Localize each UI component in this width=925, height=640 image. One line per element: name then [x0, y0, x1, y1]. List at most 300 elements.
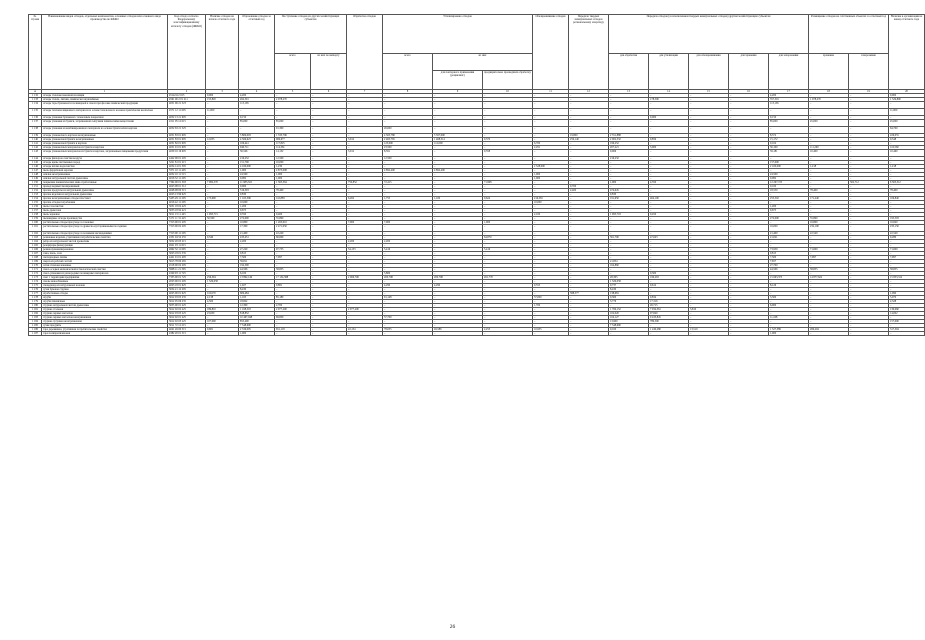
value-cell: 5 809,003	[239, 134, 275, 138]
value-cell: –	[649, 157, 689, 161]
fkko-code-cell: 3011 13 11 425	[168, 213, 206, 217]
fkko-code-cell: 45142112 615	[168, 94, 206, 98]
value-cell: –	[311, 244, 347, 248]
value-cell: 357,501	[769, 98, 809, 102]
value-cell: –	[433, 116, 483, 120]
fkko-code-cell: 4052 10 11 515	[168, 173, 206, 177]
value-cell: 58,855	[275, 268, 311, 272]
value-cell: –	[809, 252, 849, 256]
value-cell: 19,800	[569, 134, 609, 138]
value-cell: –	[729, 296, 769, 300]
value-cell: –	[729, 324, 769, 328]
value-cell: –	[311, 312, 347, 316]
value-cell: –	[849, 256, 889, 260]
value-cell: –	[649, 232, 689, 236]
value-cell: –	[729, 127, 769, 134]
value-cell: –	[809, 201, 849, 205]
value-cell: 26,600	[383, 127, 433, 134]
value-cell: 4,290	[383, 284, 433, 288]
value-cell: 17,316	[649, 300, 689, 304]
row-number-cell: 1 180	[29, 304, 42, 308]
value-cell: 16,800	[809, 221, 849, 225]
waste-name-cell: стружка стальная	[42, 308, 168, 312]
value-cell: –	[275, 244, 311, 248]
value-cell: –	[533, 138, 569, 142]
value-cell: –	[849, 177, 889, 181]
value-cell: 0,700	[569, 185, 609, 189]
value-cell: –	[649, 193, 689, 197]
value-cell: –	[809, 324, 849, 328]
value-cell: 7 548,600	[239, 324, 275, 328]
value-cell: 30,100	[769, 146, 809, 150]
value-cell: –	[383, 244, 433, 248]
value-cell: 3,912	[347, 138, 383, 142]
value-cell: –	[889, 272, 925, 276]
value-cell: –	[769, 288, 809, 292]
value-cell: –	[809, 161, 849, 165]
value-cell: –	[533, 312, 569, 316]
waste-name-cell: растительные отходы при уходе за зелеными насаждениями	[42, 232, 168, 236]
value-cell: –	[609, 248, 649, 252]
value-cell: 78,400	[809, 189, 849, 193]
value-cell: –	[849, 165, 889, 169]
col-header-start-balance: Наличие отходов на начало отчетного года	[206, 15, 239, 90]
value-cell: 1,000	[275, 173, 311, 177]
value-cell: –	[769, 280, 809, 284]
value-cell: –	[809, 244, 849, 248]
value-cell: 192,500	[239, 264, 275, 268]
value-cell: 7,657	[769, 260, 809, 264]
value-cell: –	[849, 296, 889, 300]
value-cell: –	[729, 197, 769, 201]
value-cell: –	[311, 332, 347, 336]
value-cell: 269,204	[809, 328, 849, 332]
value-cell: 216,581	[533, 197, 569, 201]
value-cell: –	[689, 197, 729, 201]
fkko-code-cell: 3612 03 05 225	[168, 312, 206, 316]
value-cell: –	[206, 193, 239, 197]
value-cell: –	[433, 300, 483, 304]
value-cell: –	[729, 256, 769, 260]
value-cell: –	[689, 256, 729, 260]
value-cell: –	[206, 304, 239, 308]
value-cell: –	[729, 300, 769, 304]
row-number-cell: 1 173	[29, 276, 42, 280]
value-cell: –	[849, 308, 889, 312]
fkko-code-cell: 3031 18 02 425	[168, 205, 206, 209]
value-cell: 110,883	[275, 197, 311, 201]
value-cell: –	[383, 324, 433, 328]
value-cell: 7 548,600	[609, 324, 649, 328]
value-cell: 491,770	[483, 276, 533, 280]
value-cell: 4 566,623	[239, 138, 275, 142]
value-cell: 199,263	[649, 276, 689, 280]
value-cell: –	[849, 209, 889, 213]
value-cell: 21,400	[769, 232, 809, 236]
value-cell: 2 528,000	[533, 165, 569, 169]
value-cell: 3,776	[609, 300, 649, 304]
value-cell: –	[889, 142, 925, 146]
value-cell: –	[769, 300, 809, 304]
value-cell: –	[569, 94, 609, 98]
value-cell: –	[347, 312, 383, 316]
value-cell: –	[347, 201, 383, 205]
value-cell: 9,150	[239, 116, 275, 120]
value-cell: –	[347, 189, 383, 193]
value-cell: 2,700	[275, 304, 311, 308]
fkko-code-cell: 3612 02 02 225	[168, 308, 206, 312]
value-cell: 195,593	[889, 217, 925, 221]
value-cell: –	[206, 248, 239, 252]
value-cell: 11,000	[206, 109, 239, 116]
value-cell: –	[433, 189, 483, 193]
value-cell: 10,000	[239, 201, 275, 205]
value-cell: –	[689, 284, 729, 288]
value-cell: –	[311, 109, 347, 116]
value-cell: –	[347, 316, 383, 320]
value-cell: –	[729, 138, 769, 142]
value-cell: –	[206, 120, 239, 127]
value-cell: –	[433, 94, 483, 98]
value-cell: 474,645	[609, 189, 649, 193]
value-cell: –	[483, 332, 533, 336]
value-cell: –	[483, 98, 533, 102]
col-header-transfer-neutralization: для обезвреживания	[689, 54, 729, 90]
waste-name-cell: прочие изделия из натуральной древесины	[42, 193, 168, 197]
value-cell: 10,935	[533, 328, 569, 332]
waste-name-cell: пыль ферритовой окраски	[42, 169, 168, 173]
value-cell: –	[206, 332, 239, 336]
value-cell: –	[275, 205, 311, 209]
value-cell: –	[311, 280, 347, 284]
value-cell: –	[206, 264, 239, 268]
value-cell: –	[311, 193, 347, 197]
value-cell: 0,300	[649, 272, 689, 276]
value-cell: –	[383, 252, 433, 256]
value-cell: –	[809, 236, 849, 240]
waste-name-cell: прочие отходы потребления	[42, 201, 168, 205]
value-cell: 10 467,048	[239, 316, 275, 320]
value-cell: 18,550	[769, 189, 809, 193]
value-cell: –	[533, 268, 569, 272]
fkko-code-cell: 4921 03 11 615	[168, 244, 206, 248]
waste-name-cell: отходы упаковочной бумаги незагрязненные	[42, 138, 168, 142]
row-number-cell: 1 175	[29, 284, 42, 288]
value-cell: 3,300	[769, 296, 809, 300]
row-number-cell: 1 139	[29, 134, 42, 138]
value-cell: –	[206, 185, 239, 189]
value-cell: –	[347, 205, 383, 209]
value-cell: –	[206, 165, 239, 169]
value-cell: 117,825	[275, 142, 311, 146]
value-cell: –	[433, 127, 483, 134]
value-cell: 54,153	[347, 248, 383, 252]
value-cell: –	[206, 116, 239, 120]
row-number-cell: 1 146	[29, 165, 42, 169]
value-cell: 107,000	[206, 320, 239, 324]
value-cell: –	[649, 240, 689, 244]
row-number-cell: 1 178	[29, 296, 42, 300]
value-cell: 1 240,280	[649, 328, 689, 332]
value-cell: –	[433, 201, 483, 205]
value-cell: –	[889, 332, 925, 336]
value-cell: 588,577	[569, 292, 609, 296]
value-cell: –	[889, 284, 925, 288]
value-cell: 39,811	[239, 260, 275, 264]
fkko-code-cell: 4382 20 01 515	[168, 332, 206, 336]
value-cell: 72,415	[383, 181, 433, 185]
value-cell: –	[206, 256, 239, 260]
value-cell: –	[239, 244, 275, 248]
value-cell: –	[689, 244, 729, 248]
value-cell: –	[609, 205, 649, 209]
waste-name-cell: отходы упаковки из бумаги, загрязненной сыпучими химическими веществами	[42, 120, 168, 127]
col-header-preprocessed: предварительно прошедших обработку	[483, 71, 533, 90]
value-cell: 4 565,780	[383, 134, 433, 138]
waste-name-cell: смесь осадков механической и биологической очистки	[42, 268, 168, 272]
value-cell: 1,200	[239, 205, 275, 209]
value-cell: –	[483, 120, 533, 127]
table-row	[29, 150, 925, 157]
value-cell: –	[347, 127, 383, 134]
value-cell: –	[689, 181, 729, 185]
value-cell: –	[533, 109, 569, 116]
fkko-code-cell: 4059 16 16 605	[168, 150, 206, 157]
value-cell: –	[433, 240, 483, 244]
value-cell: –	[483, 161, 533, 165]
value-cell: –	[809, 177, 849, 181]
fkko-code-cell: 3613 78 00 265	[168, 260, 206, 264]
value-cell: 1 165,396	[239, 197, 275, 201]
value-cell: –	[889, 169, 925, 173]
value-cell: –	[433, 324, 483, 328]
waste-name-cell: стружка черных металлов	[42, 312, 168, 316]
value-cell: –	[569, 205, 609, 209]
value-cell: –	[569, 288, 609, 292]
value-cell: 164,860	[609, 264, 649, 268]
row-number-cell: 1 137	[29, 120, 42, 127]
value-cell: –	[809, 288, 849, 292]
fkko-code-cell: 4051 96 21 523	[168, 102, 206, 109]
value-cell: –	[533, 116, 569, 120]
row-number-cell: 1 182	[29, 312, 42, 316]
value-cell: –	[809, 169, 849, 173]
column-number: 4	[239, 90, 275, 94]
value-cell: –	[729, 328, 769, 332]
value-cell: –	[311, 296, 347, 300]
value-cell: –	[889, 193, 925, 197]
value-cell: 1,000	[609, 181, 649, 185]
value-cell: –	[649, 288, 689, 292]
value-cell: –	[849, 201, 889, 205]
value-cell: 2 078,270	[275, 98, 311, 102]
row-number-cell: 1 157	[29, 209, 42, 213]
value-cell: –	[849, 161, 889, 165]
value-cell: –	[649, 150, 689, 157]
value-cell: –	[689, 296, 729, 300]
value-cell: –	[483, 173, 533, 177]
fkko-code-cell: 4422 06 01 205	[168, 157, 206, 161]
value-cell: 464,100	[649, 197, 689, 201]
value-cell: –	[689, 173, 729, 177]
value-cell: –	[347, 232, 383, 236]
value-cell: –	[609, 161, 649, 165]
value-cell: 267,221	[609, 146, 649, 150]
value-cell: –	[383, 205, 433, 209]
value-cell: –	[311, 236, 347, 240]
value-cell: –	[769, 324, 809, 328]
value-cell: 85,000	[769, 120, 809, 127]
value-cell: –	[649, 201, 689, 205]
value-cell: 71,600	[889, 248, 925, 252]
value-cell: 2 977,200	[347, 308, 383, 312]
value-cell: –	[206, 173, 239, 177]
value-cell: 1 527,389	[769, 328, 809, 332]
value-cell: –	[275, 209, 311, 213]
value-cell: –	[609, 94, 649, 98]
value-cell: –	[609, 169, 649, 173]
value-cell: –	[809, 300, 849, 304]
value-cell: –	[533, 120, 569, 127]
value-cell: –	[849, 332, 889, 336]
value-cell: –	[533, 181, 569, 185]
fkko-code-cell: 4016 52 11 205	[168, 177, 206, 181]
value-cell: –	[311, 272, 347, 276]
row-number-cell: 1 156	[29, 205, 42, 209]
value-cell: 10,400	[809, 150, 849, 157]
value-cell: 113,165	[769, 102, 809, 109]
value-cell: 91,300	[275, 127, 311, 134]
waste-name-cell: ребра из натуральной чистой древесины	[42, 240, 168, 244]
value-cell: 1,000	[533, 173, 569, 177]
value-cell: 3,810	[689, 308, 729, 312]
value-cell: –	[849, 320, 889, 324]
value-cell: –	[533, 134, 569, 138]
table-row	[29, 109, 925, 116]
column-number: 10	[483, 90, 533, 94]
value-cell: –	[849, 288, 889, 292]
value-cell: 157,000	[769, 161, 809, 165]
value-cell: 37,000	[533, 296, 569, 300]
value-cell: –	[533, 205, 569, 209]
value-cell: 0,624	[483, 197, 533, 201]
value-cell: –	[433, 320, 483, 324]
value-cell: 102,020	[609, 312, 649, 316]
value-cell: –	[689, 102, 729, 109]
value-cell: 5,416	[383, 248, 433, 252]
row-number-cell: 1 187	[29, 332, 42, 336]
fkko-code-cell: 3612 02 03 225	[168, 320, 206, 324]
value-cell: –	[383, 320, 433, 324]
value-cell: 15 853,312	[889, 276, 925, 280]
value-cell: –	[275, 332, 311, 336]
value-cell: –	[849, 116, 889, 120]
fkko-code-cell: 7364 00 01 393	[168, 181, 206, 185]
value-cell: 138,681	[609, 292, 649, 296]
waste-name-cell: отходы упаковочных материалов из бумаги и картона	[42, 146, 168, 150]
value-cell: –	[689, 236, 729, 240]
value-cell: –	[347, 157, 383, 161]
value-cell: 24,500	[769, 173, 809, 177]
column-number: 7	[347, 90, 383, 94]
value-cell: –	[809, 109, 849, 116]
value-cell: 4 892,400	[433, 169, 483, 173]
value-cell: –	[889, 280, 925, 284]
value-cell: 855,400	[239, 320, 275, 324]
value-cell: –	[483, 127, 533, 134]
value-cell: –	[609, 109, 649, 116]
value-cell: –	[347, 120, 383, 127]
value-cell: –	[569, 316, 609, 320]
value-cell: –	[729, 181, 769, 185]
value-cell: –	[809, 296, 849, 300]
value-cell: –	[649, 324, 689, 328]
value-cell: 433,451	[239, 236, 275, 240]
table-row	[29, 120, 925, 127]
value-cell: –	[533, 240, 569, 244]
value-cell: –	[689, 165, 729, 169]
value-cell: –	[729, 142, 769, 146]
value-cell: –	[347, 161, 383, 165]
value-cell: 272,000	[239, 217, 275, 221]
fkko-code-cell: 3371 10 11 495	[168, 169, 206, 173]
value-cell: 0,675	[239, 209, 275, 213]
value-cell: –	[311, 120, 347, 127]
value-cell: –	[569, 165, 609, 169]
value-cell: –	[849, 127, 889, 134]
value-cell: 112,000	[433, 142, 483, 146]
value-cell: –	[849, 102, 889, 109]
value-cell: 200,798	[383, 276, 433, 280]
value-cell: –	[689, 142, 729, 146]
fkko-code-cell: 4051 83 01 605	[168, 134, 206, 138]
value-cell: –	[433, 98, 483, 102]
value-cell: –	[433, 288, 483, 292]
value-cell: –	[483, 264, 533, 268]
value-cell: 7,997	[275, 256, 311, 260]
value-cell: –	[206, 157, 239, 161]
waste-name-cell: отходы упаковочной бумаги и картона	[42, 142, 168, 146]
value-cell: 1 263,010	[275, 221, 311, 225]
value-cell: 0,100	[769, 185, 809, 189]
value-cell: –	[433, 173, 483, 177]
value-cell: –	[689, 185, 729, 189]
value-cell: 178,500	[649, 98, 689, 102]
value-cell: –	[433, 185, 483, 189]
value-cell: 104,127	[609, 316, 649, 320]
value-cell: 216,232	[609, 157, 649, 161]
value-cell: –	[483, 284, 533, 288]
value-cell: –	[649, 127, 689, 134]
value-cell: 0,966	[609, 150, 649, 157]
value-cell: –	[809, 304, 849, 308]
value-cell: –	[206, 244, 239, 248]
waste-name-cell: пылевидные отходы производства	[42, 217, 168, 221]
value-cell: –	[569, 146, 609, 150]
value-cell: –	[383, 288, 433, 292]
value-cell: –	[275, 240, 311, 244]
value-cell: –	[483, 324, 533, 328]
value-cell: 1 329,058	[206, 280, 239, 284]
value-cell: 21,400	[239, 232, 275, 236]
row-number-cell: 1 172	[29, 272, 42, 276]
value-cell: –	[533, 292, 569, 296]
table-row	[29, 127, 925, 134]
waste-name-cell: отруби	[42, 296, 168, 300]
value-cell: –	[729, 109, 769, 116]
value-cell: –	[849, 142, 889, 146]
waste-name-cell: смолы ионообменные	[42, 280, 168, 284]
